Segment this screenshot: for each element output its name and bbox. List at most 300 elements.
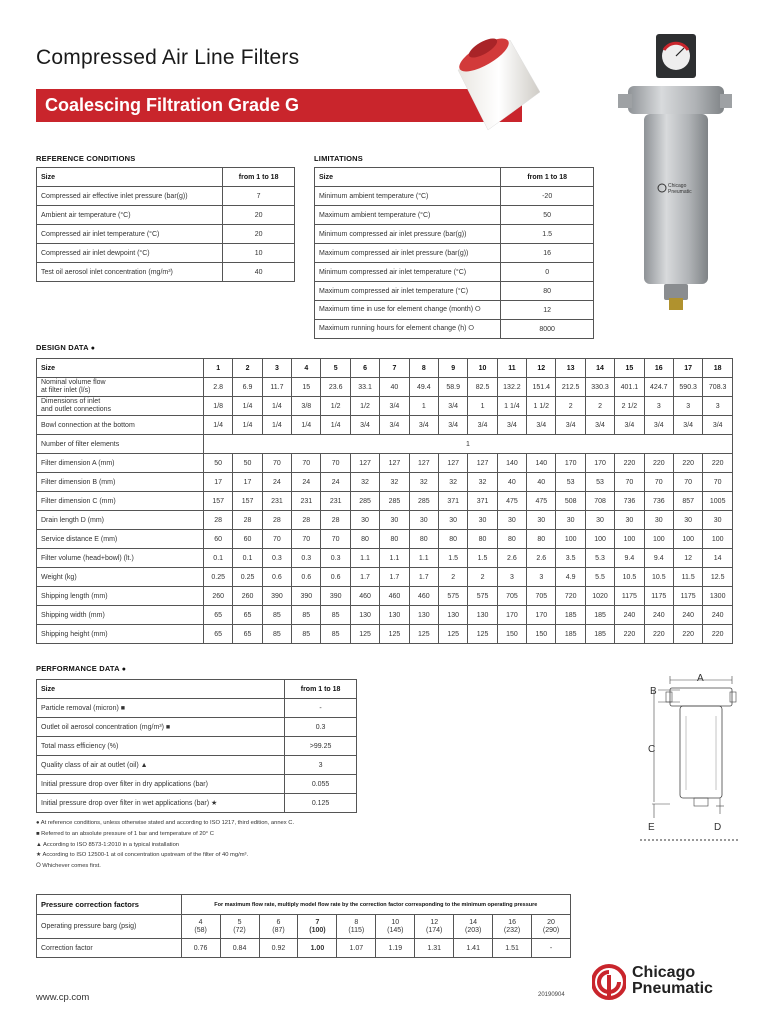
row-value: 1/2 [321, 397, 350, 416]
row-value: 285 [350, 492, 379, 511]
table-row [37, 568, 733, 587]
correction-pressure-cell [376, 915, 415, 939]
design-size-header: 5 [321, 359, 350, 378]
row-value: 390 [292, 587, 321, 606]
row-value: 3/4 [673, 416, 702, 435]
pressure-psig: (203) [464, 926, 482, 934]
row-value: 12 [501, 301, 594, 320]
table-row [37, 737, 357, 756]
row-value: 30 [350, 511, 379, 530]
row-label: Ambient air temperature (°C) [37, 206, 223, 225]
row-value: 130 [468, 606, 497, 625]
row-value: 240 [644, 606, 673, 625]
row-value: 125 [409, 625, 438, 644]
row-value: 10.5 [615, 568, 644, 587]
performance-col-size: Size [37, 680, 285, 699]
row-value: 3 [673, 397, 702, 416]
row-value: 2 1/2 [615, 397, 644, 416]
row-value: 3 [527, 568, 556, 587]
row-value: 17 [203, 473, 232, 492]
row-value: 30 [497, 511, 526, 530]
row-value: 53 [556, 473, 585, 492]
row-label: Shipping length (mm) [37, 587, 204, 606]
row-label: Compressed air inlet dewpoint (°C) [37, 244, 223, 263]
reference-col-range: from 1 to 18 [223, 168, 295, 187]
row-value: 127 [350, 454, 379, 473]
row-value: 220 [644, 625, 673, 644]
pressure-barg: 4 [198, 918, 203, 926]
row-value: 24 [292, 473, 321, 492]
performance-heading [36, 664, 126, 673]
pressure-barg: 20 [547, 918, 555, 926]
design-size-header: 13 [556, 359, 585, 378]
design-size-header: 8 [409, 359, 438, 378]
row-value: 285 [380, 492, 409, 511]
pressure-barg: 8 [354, 918, 359, 926]
correction-factor-cell: 1.00 [298, 939, 337, 958]
row-value: 30 [585, 511, 614, 530]
footnote: ★ According to ISO 12500-1 at oil concentration upstream of the filter of 40 mg/m³. [36, 852, 249, 859]
table-row [37, 378, 733, 397]
row-value: 32 [468, 473, 497, 492]
row-label: Initial pressure drop over filter in dry applications (bar) [37, 775, 285, 794]
row-value: 70 [644, 473, 673, 492]
footnote: ● At reference conditions, unless otherwise stated and according to ISO 1217, third edition, annex C. [36, 820, 295, 826]
row-label: Filter dimension B (mm) [37, 473, 204, 492]
pressure-psig: (115) [348, 926, 365, 934]
table-row [37, 587, 733, 606]
row-value: 736 [615, 492, 644, 511]
row-value: 1.7 [380, 568, 409, 587]
row-value: 1175 [615, 587, 644, 606]
design-size-header: 7 [380, 359, 409, 378]
correction-factor-cell: 1.19 [376, 939, 415, 958]
pressure-barg: 5 [237, 918, 242, 926]
footnotes [36, 818, 294, 872]
row-value: 371 [468, 492, 497, 511]
row-value: 151.4 [527, 378, 556, 397]
limitations-col-range: from 1 to 18 [501, 168, 594, 187]
row-value: 82.5 [468, 378, 497, 397]
correction-pressure-cell [298, 915, 337, 939]
row-value: 475 [497, 492, 526, 511]
row-value: 2 [468, 568, 497, 587]
row-value: 80 [409, 530, 438, 549]
correction-factor-cell: 1.07 [337, 939, 376, 958]
row-value: 736 [644, 492, 673, 511]
row-value: 16 [501, 244, 594, 263]
row-value: 3/4 [380, 397, 409, 416]
row-value: 130 [350, 606, 379, 625]
row-value: 28 [203, 511, 232, 530]
row-value: 32 [409, 473, 438, 492]
row-value: 24 [262, 473, 291, 492]
row-value: 85 [262, 606, 291, 625]
table-row [37, 435, 733, 454]
row-value: 3 [285, 756, 357, 775]
row-value: 220 [644, 454, 673, 473]
table-row [315, 282, 594, 301]
row-value: 30 [556, 511, 585, 530]
row-value: 130 [409, 606, 438, 625]
design-size-header: 1 [203, 359, 232, 378]
brand-wordmark [632, 965, 713, 997]
row-value: 130 [380, 606, 409, 625]
table-row [37, 454, 733, 473]
design-size-header: 6 [350, 359, 379, 378]
row-value: 170 [556, 454, 585, 473]
row-value: 1005 [703, 492, 733, 511]
design-size-header: 10 [468, 359, 497, 378]
row-label: Compressed air inlet temperature (°C) [37, 225, 223, 244]
row-value: 401.1 [615, 378, 644, 397]
row-label: Maximum compressed air inlet pressure (bar(g)) [315, 244, 501, 263]
row-value: 12 [673, 549, 702, 568]
row-value: 1300 [703, 587, 733, 606]
correction-subtitle: For maximum flow rate, multiply model flow rate by the correction factor corresponding to the minimum operating pressure [181, 895, 570, 915]
row-value: 460 [380, 587, 409, 606]
row-value: 24 [321, 473, 350, 492]
row-value: 260 [203, 587, 232, 606]
row-value: 2.8 [203, 378, 232, 397]
row-value: 260 [233, 587, 262, 606]
row-value: 8000 [501, 320, 594, 339]
row-value: 231 [262, 492, 291, 511]
row-value: 85 [262, 625, 291, 644]
row-value: 30 [527, 511, 556, 530]
design-col-size: Size [37, 359, 204, 378]
correction-pressure-cell [259, 915, 298, 939]
row-label: Minimum compressed air inlet temperature (°C) [315, 263, 501, 282]
row-value: 231 [321, 492, 350, 511]
row-label: Quality class of air at outlet (oil) ▲ [37, 756, 285, 775]
row-value: 185 [585, 625, 614, 644]
correction-factor-cell: 1.41 [454, 939, 493, 958]
row-value: 58.9 [438, 378, 467, 397]
row-value: 0.6 [292, 568, 321, 587]
reference-col-size: Size [37, 168, 223, 187]
row-value: 371 [438, 492, 467, 511]
row-value: 575 [468, 587, 497, 606]
design-size-header: 11 [497, 359, 526, 378]
design-size-header: 17 [673, 359, 702, 378]
row-value: 70 [262, 454, 291, 473]
row-value: 3/4 [350, 416, 379, 435]
row-value: 2 [438, 568, 467, 587]
row-value: 30 [673, 511, 702, 530]
table-row [37, 775, 357, 794]
correction-factor-cell: 0.92 [259, 939, 298, 958]
row-value: 49.4 [409, 378, 438, 397]
row-value: 80 [527, 530, 556, 549]
row-value: 3/4 [438, 416, 467, 435]
row-value: 708.3 [703, 378, 733, 397]
dim-label-c: C [648, 744, 656, 755]
footer-website-link[interactable]: www.cp.com [36, 992, 90, 1003]
row-value: 708 [585, 492, 614, 511]
row-label: Particle removal (micron) ■ [37, 699, 285, 718]
row-value: 14 [703, 549, 733, 568]
row-value: 220 [615, 625, 644, 644]
footer-date: 20190904 [538, 992, 565, 998]
row-value: 220 [673, 625, 702, 644]
table-row [315, 263, 594, 282]
row-value: 390 [321, 587, 350, 606]
brand-line-2: Pneumatic [632, 980, 713, 997]
correction-factor-cell: - [532, 939, 571, 958]
row-label: Maximum running hours for element change (h) ⭘ [315, 320, 501, 339]
row-value: 3 [703, 397, 733, 416]
row-value: 2 [585, 397, 614, 416]
row-value: 9.4 [615, 549, 644, 568]
row-value: 65 [203, 606, 232, 625]
cp-logo-icon [592, 963, 626, 1001]
row-value: 11.5 [673, 568, 702, 587]
pressure-barg: 7 [315, 918, 320, 926]
row-value: 240 [673, 606, 702, 625]
row-value: 30 [703, 511, 733, 530]
row-value: 3/4 [703, 416, 733, 435]
design-heading [36, 343, 95, 352]
row-label: Service distance E (mm) [37, 530, 204, 549]
row-value: 11.7 [262, 378, 291, 397]
dim-label-e: E [648, 822, 655, 833]
row-value: 65 [233, 625, 262, 644]
design-size-header: 3 [262, 359, 291, 378]
row-value: 85 [292, 606, 321, 625]
reference-table [36, 167, 295, 282]
row-value: 3/4 [527, 416, 556, 435]
row-label: Filter dimension C (mm) [37, 492, 204, 511]
row-value: 65 [233, 606, 262, 625]
row-value: 65 [203, 625, 232, 644]
design-size-header: 12 [527, 359, 556, 378]
row-value: 0.25 [233, 568, 262, 587]
row-value: 1/4 [203, 416, 232, 435]
row-value: 140 [497, 454, 526, 473]
reference-heading: REFERENCE CONDITIONS [36, 154, 136, 163]
row-value: 1 [203, 435, 732, 454]
performance-table [36, 679, 357, 813]
row-label: Initial pressure drop over filter in wet applications (bar) ★ [37, 794, 285, 813]
table-row [37, 606, 733, 625]
performance-heading-text: PERFORMANCE DATA [36, 664, 120, 673]
row-value: -20 [501, 187, 594, 206]
table-row [37, 530, 733, 549]
correction-pressure-cell [337, 915, 376, 939]
row-value: 85 [321, 625, 350, 644]
row-label: Weight (kg) [37, 568, 204, 587]
row-value: 5.5 [585, 568, 614, 587]
row-value: 40 [527, 473, 556, 492]
table-row [37, 625, 733, 644]
table-row [37, 718, 357, 737]
pressure-psig: (145) [387, 926, 404, 934]
row-label: Maximum ambient temperature (°C) [315, 206, 501, 225]
design-size-header: 2 [233, 359, 262, 378]
limitations-col-size: Size [315, 168, 501, 187]
row-value: 40 [223, 263, 295, 282]
row-value: 1/2 [350, 397, 379, 416]
correction-table [36, 894, 571, 958]
row-value: 0.1 [233, 549, 262, 568]
row-value: 80 [468, 530, 497, 549]
row-value: 0.3 [262, 549, 291, 568]
footnote: ⭘ Whichever comes first. [36, 863, 101, 870]
row-value: 150 [497, 625, 526, 644]
table-row [37, 756, 357, 775]
row-value: 3/4 [644, 416, 673, 435]
row-value: 1 1/2 [527, 397, 556, 416]
row-value: 330.3 [585, 378, 614, 397]
row-value: 70 [321, 454, 350, 473]
row-value: 6.9 [233, 378, 262, 397]
row-value: 127 [380, 454, 409, 473]
chicago-pneumatic-logo [592, 963, 742, 1003]
row-value: 10 [223, 244, 295, 263]
row-value: 0.3 [292, 549, 321, 568]
row-value: 0.6 [262, 568, 291, 587]
table-row [37, 511, 733, 530]
row-value: 3/4 [468, 416, 497, 435]
pressure-barg: 16 [508, 918, 516, 926]
row-value: 30 [380, 511, 409, 530]
row-value: 60 [203, 530, 232, 549]
table-row [37, 492, 733, 511]
row-value: 705 [497, 587, 526, 606]
table-row [37, 244, 295, 263]
pressure-psig: (290) [542, 926, 560, 934]
table-row [37, 187, 295, 206]
table-row [37, 206, 295, 225]
row-value: 53 [585, 473, 614, 492]
row-label: Filter dimension A (mm) [37, 454, 204, 473]
row-value: 50 [501, 206, 594, 225]
row-value: 390 [262, 587, 291, 606]
row-label: Nominal volume flow at filter inlet (l/s) [37, 378, 204, 397]
row-value: 3/4 [438, 397, 467, 416]
filter-cartridge-image [450, 30, 540, 140]
row-label: Shipping height (mm) [37, 625, 204, 644]
limitations-heading: LIMITATIONS [314, 154, 363, 163]
table-row [37, 549, 733, 568]
row-value: 1/4 [292, 416, 321, 435]
row-value: 100 [673, 530, 702, 549]
row-value: 1.7 [350, 568, 379, 587]
row-value: 1/4 [321, 416, 350, 435]
correction-title: Pressure correction factors [37, 895, 182, 915]
row-value: 3/4 [409, 416, 438, 435]
row-value: 3/4 [615, 416, 644, 435]
pressure-psig: (72) [233, 926, 246, 934]
row-value: 100 [615, 530, 644, 549]
design-size-header: 15 [615, 359, 644, 378]
pressure-barg: 14 [469, 918, 478, 926]
row-value: 3 [644, 397, 673, 416]
row-value: 4.9 [556, 568, 585, 587]
row-value: 857 [673, 492, 702, 511]
row-value: 240 [703, 606, 733, 625]
row-value: 157 [203, 492, 232, 511]
row-value: 475 [527, 492, 556, 511]
row-value: 1/4 [262, 416, 291, 435]
banner-text: Coalescing Filtration Grade G [45, 95, 300, 115]
row-value: 28 [321, 511, 350, 530]
filter-housing-image [614, 30, 734, 320]
row-label: Maximum compressed air inlet temperature (°C) [315, 282, 501, 301]
row-value: 170 [527, 606, 556, 625]
table-row [37, 794, 357, 813]
table-row [315, 225, 594, 244]
row-value: 7 [223, 187, 295, 206]
design-table [36, 358, 733, 644]
row-value: 240 [615, 606, 644, 625]
row-value: 0.6 [321, 568, 350, 587]
pressure-psig: (87) [272, 926, 285, 934]
performance-col-range: from 1 to 18 [285, 680, 357, 699]
row-value: 0.055 [285, 775, 357, 794]
row-label: Bowl connection at the bottom [37, 416, 204, 435]
row-value: 185 [585, 606, 614, 625]
row-value: 30 [615, 511, 644, 530]
row-value: 0 [501, 263, 594, 282]
row-label: Test oil aerosol inlet concentration (mg/m³) [37, 263, 223, 282]
row-value: 127 [409, 454, 438, 473]
pressure-psig: (232) [503, 926, 521, 934]
design-heading-mark: ● [90, 345, 96, 352]
row-value: 127 [468, 454, 497, 473]
row-value: 1 [468, 397, 497, 416]
correction-pressure-cell [454, 915, 493, 939]
row-value: 130 [438, 606, 467, 625]
row-value: 28 [262, 511, 291, 530]
row-value: 100 [644, 530, 673, 549]
row-value: 32 [438, 473, 467, 492]
svg-text:Pneumatic: Pneumatic [668, 189, 692, 195]
row-value: 40 [497, 473, 526, 492]
row-value: 1.1 [350, 549, 379, 568]
brand-line-1: Chicago [632, 964, 696, 981]
row-value: 85 [321, 606, 350, 625]
row-value: 50 [233, 454, 262, 473]
table-row [315, 320, 594, 339]
design-size-header: 9 [438, 359, 467, 378]
row-value: 80 [438, 530, 467, 549]
row-value: 28 [292, 511, 321, 530]
correction-factor-cell: 1.51 [493, 939, 532, 958]
row-value: 1175 [673, 587, 702, 606]
table-row [315, 244, 594, 263]
row-value: 0.125 [285, 794, 357, 813]
correction-pressure-cell [181, 915, 220, 939]
row-value: 157 [233, 492, 262, 511]
table-row [37, 225, 295, 244]
row-value: 80 [350, 530, 379, 549]
row-label: Outlet oil aerosol concentration (mg/m³) ■ [37, 718, 285, 737]
row-value: 30 [468, 511, 497, 530]
row-value: 212.5 [556, 378, 585, 397]
dim-label-b: B [650, 686, 657, 697]
dimension-diagram [640, 672, 740, 842]
row-value: 132.2 [497, 378, 526, 397]
row-value: 2.6 [497, 549, 526, 568]
table-row [37, 416, 733, 435]
row-value: - [285, 699, 357, 718]
row-value: 424.7 [644, 378, 673, 397]
table-row [37, 397, 733, 416]
row-value: 3.5 [556, 549, 585, 568]
row-value: 127 [438, 454, 467, 473]
